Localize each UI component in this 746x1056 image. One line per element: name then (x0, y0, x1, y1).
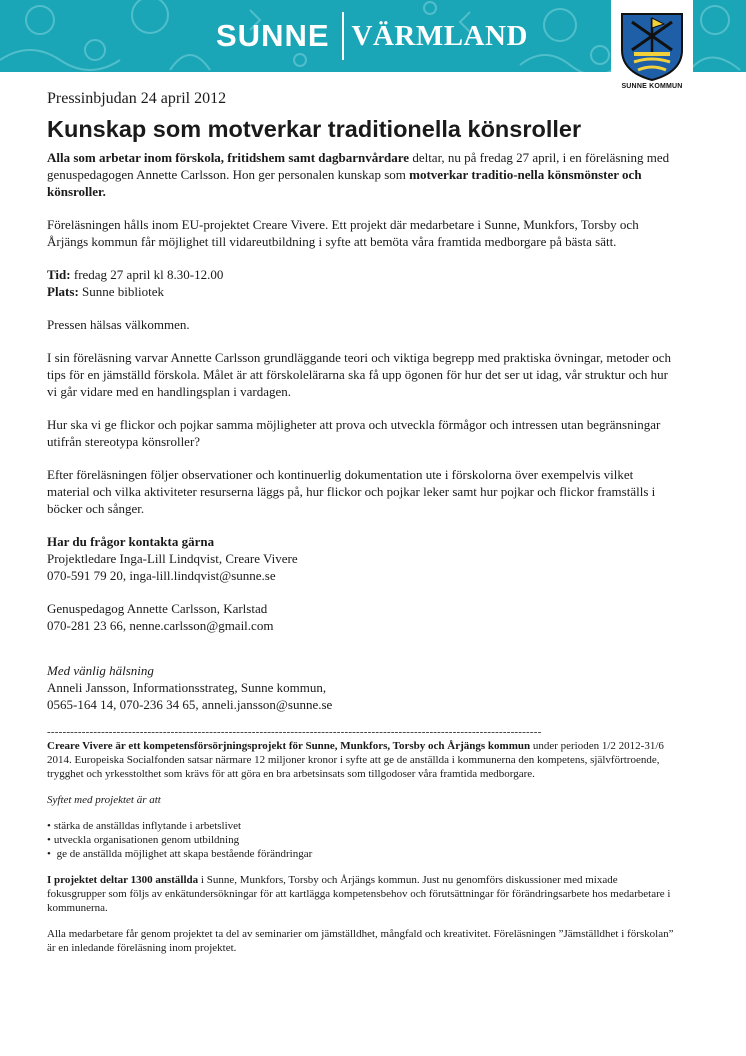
intro-text: deltar, nu på fredag 27 april, i en föreläsning med genuspedagogen Annette Carlsson. Hon ger personalen kunskap som (47, 150, 670, 182)
press-welcome: Pressen hälsas välkommen. (47, 317, 190, 332)
list-item: • ge de anställda möjlighet att skapa bestående förändringar (47, 847, 677, 861)
list-item: • stärka de anställdas inflytande i arbetslivet (47, 819, 677, 833)
time-label: Tid: (47, 267, 71, 282)
followup-paragraph: Efter föreläsningen följer observationer och kontinuerlig dokumentation ute i förskolorna över exempelvis vilket material och vilka aktiviteter resurserna läggs på, hur flickor och pojkar leker samt hur pojkar och flickor framställs i böcker och sånger. (47, 467, 656, 516)
brand-varmland: VÄRMLAND (351, 19, 528, 52)
intro-bold-lead: Alla som arbetar inom förskola, fritidshem samt dagbarnvårdare (47, 150, 410, 165)
participants-text: i Sunne, Munkfors, Torsby och Årjängs kommun. Just nu genomförs diskussioner med mixade fokusgrupper som följs av enkätundersökningar för att kartlägga kompetensbehov och förutsättningar för förändringsarbete hos medarbetare i kommunerna. (47, 874, 671, 914)
contact-heading-text: Har du frågor kontakta gärna (47, 534, 215, 549)
purpose-list (47, 819, 677, 861)
question-paragraph: Hur ska vi ge flickor och pojkar samma möjligheter att prova och utveckla förmågor och intressen utan begränsningar utifrån stereotypa könsroller? (47, 417, 661, 449)
crest-shield-icon (620, 12, 684, 82)
crest-label: SUNNE KOMMUN (621, 83, 683, 90)
about-text: under perioden 1/2 2012-31/6 2014. Europeiska Socialfonden satsar närmare 12 miljoner kronor i syfte att ge de anställda i kommunerna den kompetens, självförtroende, trygghet och yrkesstolthet som krävs för att göra en bra arbetsinsats som tillgodoser våra framtida medborgare. (47, 740, 664, 780)
municipal-crest (611, 0, 693, 98)
document-title: Kunskap som motverkar traditionella könsroller (47, 116, 582, 142)
contact2-details: 070-281 23 66, nenne.carlsson@gmail.com (47, 618, 274, 633)
list-item: • utveckla organisationen genom utbildning (47, 833, 677, 847)
intro-bold-end: motverkar traditio-nella könsmönster och könsroller. (47, 167, 642, 199)
sender-contact: 0565-164 14, 070-236 34 65, anneli.jansson@sunne.se (47, 697, 333, 712)
place-line (47, 283, 677, 300)
closing-greeting (47, 662, 677, 679)
place-value: Sunne bibliotek (78, 284, 164, 299)
time-line (47, 266, 677, 283)
about-paragraph (47, 739, 677, 781)
final-paragraph: Alla medarbetare får genom projektet ta del av seminarier om jämställdhet, mångfald och kreativitet. Föreläsningen ”Jämställdhet i förskolan” är en inledande föreläsning inom projektet. (47, 928, 674, 954)
brand-separator (342, 12, 344, 60)
project-info (47, 739, 677, 955)
place-label: Plats: (47, 284, 79, 299)
contact1-name: Projektledare Inga-Lill Lindqvist, Creare Vivere (47, 551, 298, 566)
press-release (47, 90, 677, 967)
section-divider: -------------------------------------------------------------------------------------------------------------------------------- (47, 727, 542, 737)
contact2-name: Genuspedagog Annette Carlsson, Karlstad (47, 601, 268, 616)
purpose-heading-text: Syftet med projektet är att (47, 794, 161, 806)
contact1-details: 070-591 79 20, inga-lill.lindqvist@sunne.se (47, 568, 276, 583)
sender-name: Anneli Jansson, Informationsstrateg, Sunne kommun, (47, 680, 327, 695)
purpose-heading (47, 793, 677, 807)
brand-sunne: SUNNE (216, 18, 330, 53)
document-date: Pressinbjudan 24 april 2012 (47, 90, 227, 107)
participants-bold: I projektet deltar 1300 anställda (47, 874, 199, 886)
contact-heading (47, 533, 677, 550)
brand-logo (216, 14, 528, 58)
lecture-paragraph: I sin föreläsning varvar Annette Carlsson grundläggande teori och viktiga begrepp med praktiska övningar, metoder och tips för en jämställd förskola. Målet är att förskolelärarna ska få upp ögonen för hur det ser ut idag, vår struktur och hur vi går vidare med en handlingsplan i vardagen. (47, 350, 672, 399)
project-paragraph: Föreläsningen hålls inom EU-projektet Creare Vivere. Ett projekt där medarbetare i Sunne, Munkfors, Torsby och Årjängs kommun får möjlighet till vidareutbildning i syfte att bemöta våra framtida medborgare på bästa sätt. (47, 217, 639, 249)
participants-paragraph (47, 873, 677, 915)
intro-paragraph (47, 149, 677, 200)
about-bold: Creare Vivere är ett kompetensförsörjningsprojekt för Sunne, Munkfors, Torsby och Årjängs kommun (47, 740, 531, 752)
closing-greeting-text: Med vänlig hälsning (47, 663, 154, 678)
time-value: fredag 27 april kl 8.30-12.00 (70, 267, 224, 282)
